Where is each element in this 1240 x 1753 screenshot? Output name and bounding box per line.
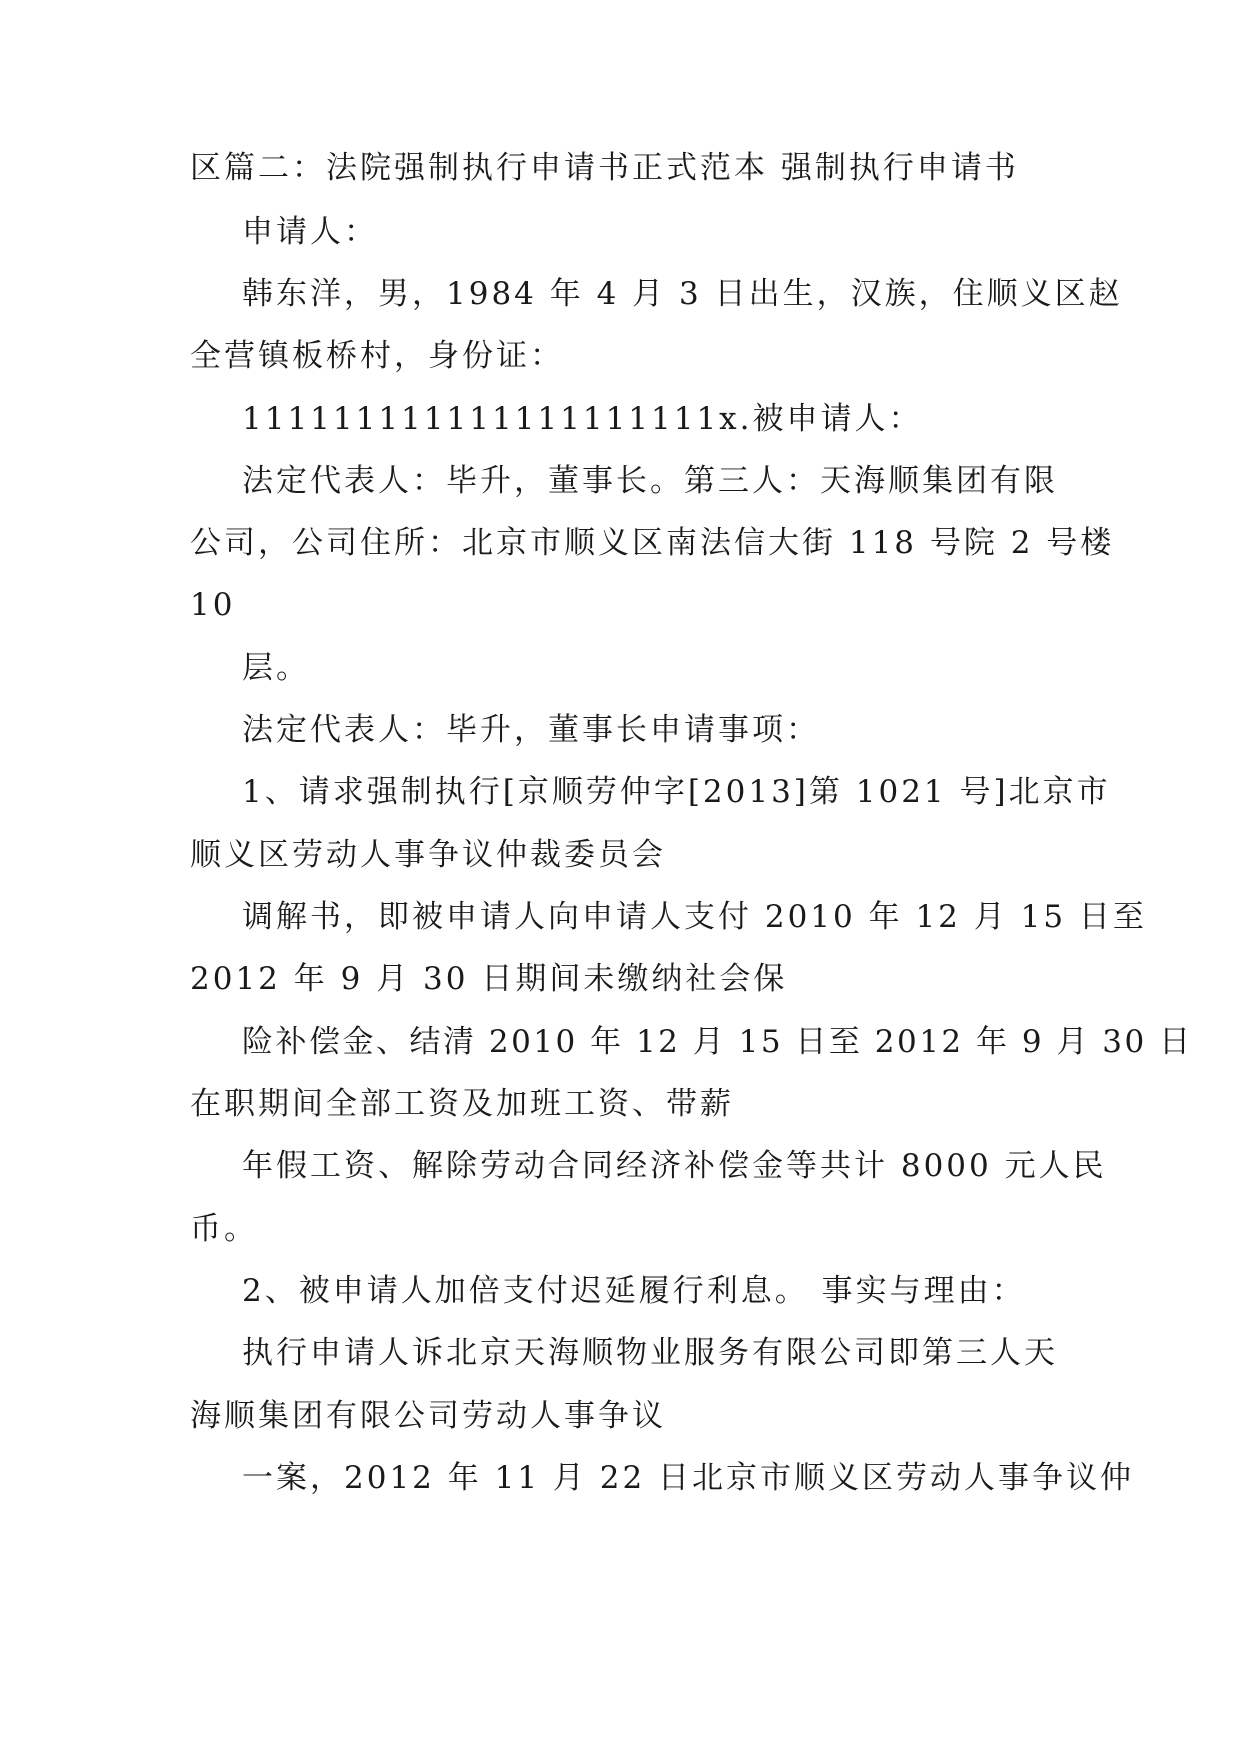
doc-line-2: 申请人：: [242, 214, 378, 250]
doc-line-19: 2、被申请人加倍支付迟延履行利息。 事实与理由：: [242, 1273, 1026, 1309]
doc-line-17: 年假工资、解除劳动合同经济补偿金等共计 8000 元人民: [242, 1148, 1107, 1184]
doc-line-18: 币。: [190, 1211, 258, 1247]
doc-line-13: 调解书，即被申请人向申请人支付 2010 年 12 月 15 日至: [242, 899, 1147, 935]
doc-line-22: 一案，2012 年 11 月 22 日北京市顺义区劳动人事争议仲: [242, 1460, 1135, 1496]
doc-line-3: 韩东洋，男，1984 年 4 月 3 日出生，汉族，住顺义区赵: [242, 276, 1123, 312]
doc-line-8: 10: [190, 587, 236, 623]
doc-line-6: 法定代表人：毕升，董事长。第三人：天海顺集团有限: [242, 463, 1058, 499]
doc-line-21: 海顺集团有限公司劳动人事争议: [190, 1398, 666, 1434]
doc-line-12: 顺义区劳动人事争议仲裁委员会: [190, 837, 666, 873]
doc-line-15: 险补偿金、结清 2010 年 12 月 15 日至 2012 年 9 月 30 日: [242, 1024, 1193, 1060]
doc-line-1: 区篇二：法院强制执行申请书正式范本 强制执行申请书: [190, 150, 1019, 186]
doc-line-5: 111111111111111111111x.被申请人：: [242, 401, 923, 437]
doc-line-16: 在职期间全部工资及加班工资、带薪: [190, 1086, 734, 1122]
doc-line-10: 法定代表人：毕升，董事长申请事项：: [242, 712, 820, 748]
doc-line-7: 公司，公司住所：北京市顺义区南法信大街 118 号院 2 号楼: [190, 525, 1115, 561]
doc-line-11: 1、请求强制执行[京顺劳仲字[2013]第 1021 号]北京市: [242, 774, 1111, 810]
doc-line-14: 2012 年 9 月 30 日期间未缴纳社会保: [190, 961, 788, 997]
doc-line-9: 层。: [242, 650, 310, 686]
doc-line-4: 全营镇板桥村，身份证：: [190, 338, 564, 374]
doc-line-20: 执行申请人诉北京天海顺物业服务有限公司即第三人天: [242, 1335, 1058, 1371]
